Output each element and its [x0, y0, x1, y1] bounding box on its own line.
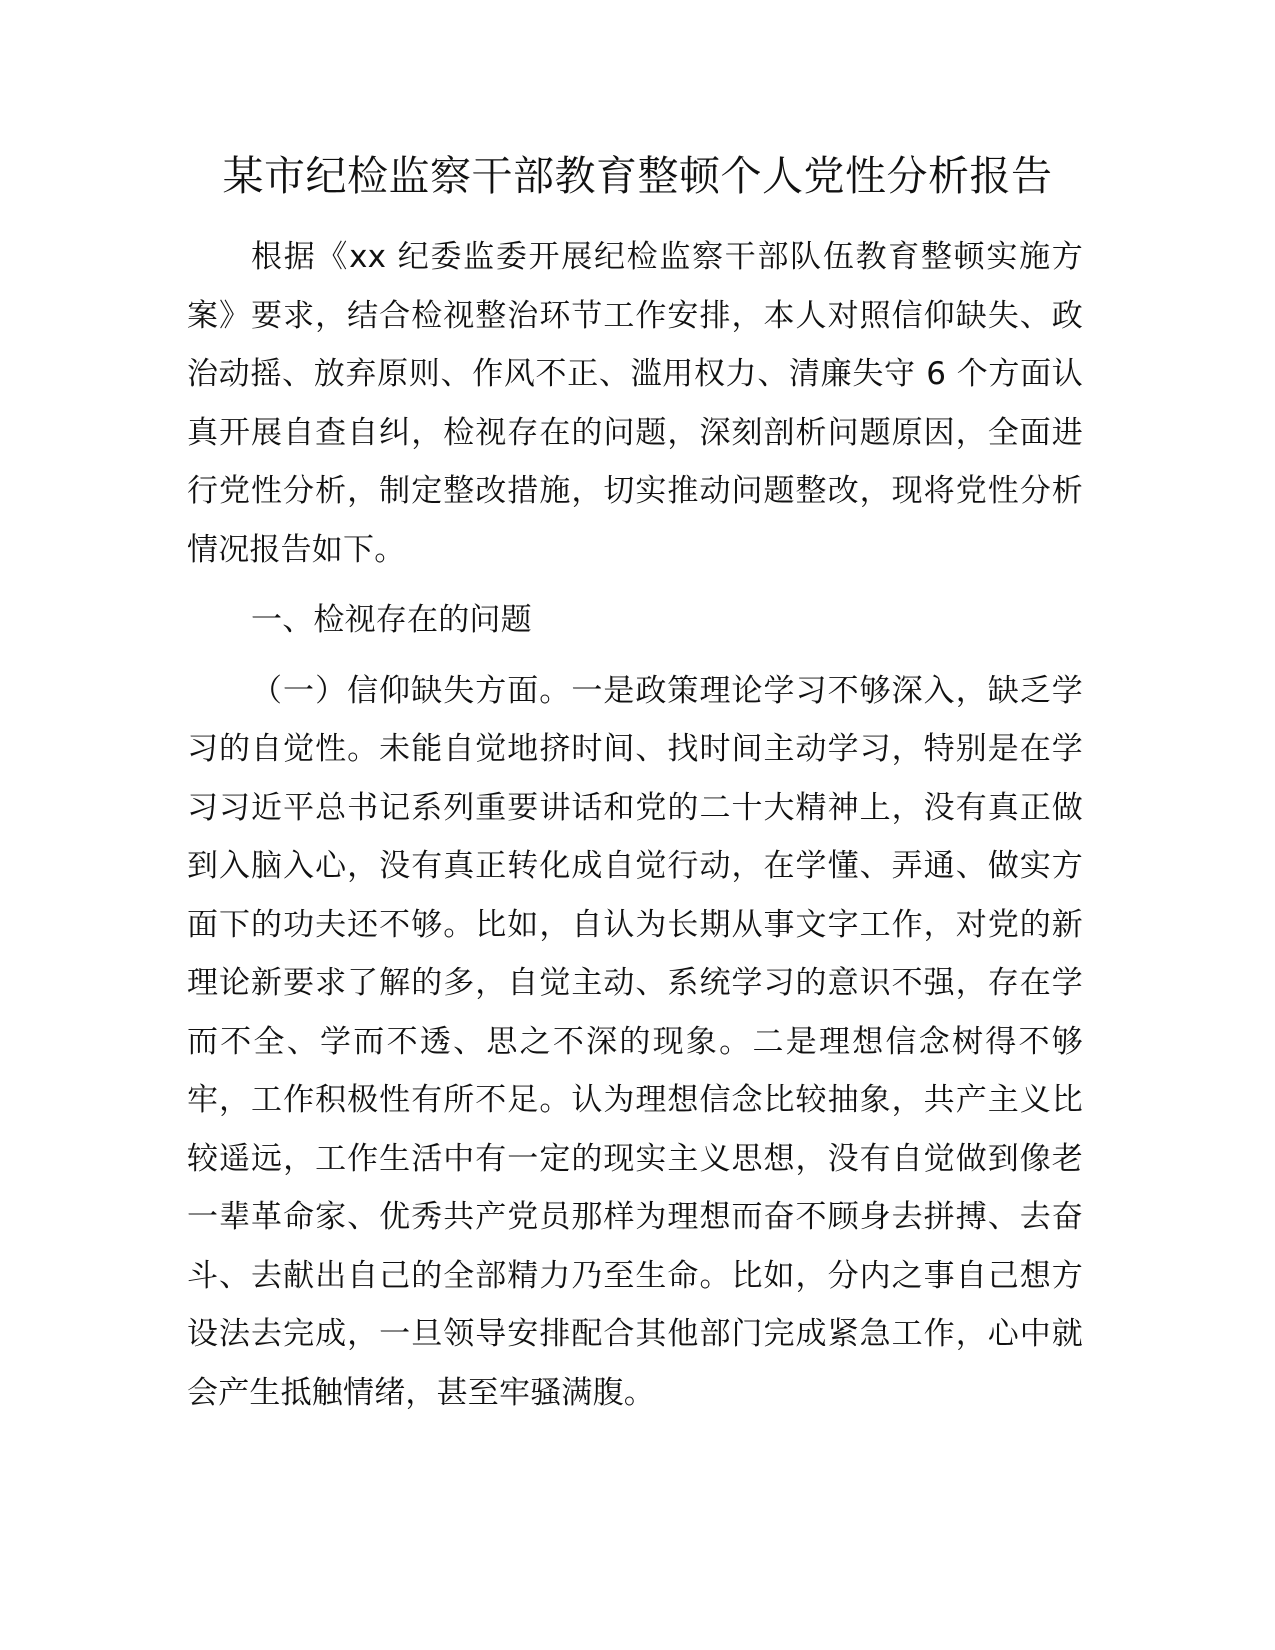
section-heading: 一、检视存在的问题: [251, 602, 532, 638]
section-paragraph: （一）信仰缺失方面。一是政策理论学习不够深入，缺乏学习的自觉性。未能自觉地挤时间、找时间主动学习，特别是在学习习近平总书记系列重要讲话和党的二十大精神上，没有真正做到入脑入心，没有真正转化成自觉行动，在学懂、弄通、做实方面下的功夫还不够。比如，自认为长期从事文字工作，对党的新理论新要求了解的多，自觉主动、系统学习的意识不强，存在学而不全、学而不透、思之不深的现象。二是理想信念树得不够牢，工作积极性有所不足。认为理想信念比较抽象，共产主义比较遥远，工作生活中有一定的现实主义思想，没有自觉做到像老一辈革命家、优秀共产党员那样为理想而奋不顾身去拼搏、去奋斗、去献出自己的全部精力乃至生命。比如，分内之事自己想方设法去完成，一旦领导安排配合其他部门完成紧急工作，心中就会产生抵触情绪，甚至牢骚满腹。: [187, 672, 1083, 1411]
document-body: [187, 228, 1083, 1422]
document-title: 某市纪检监察干部教育整顿个人党性分析报告: [222, 152, 1053, 200]
intro-paragraph: 根据《xx 纪委监委开展纪检监察干部队伍教育整顿实施方案》要求，结合检视整治环节工作安排，本人对照信仰缺失、政治动摇、放弃原则、作风不正、滥用权力、清廉失守 6 个方面认真开展自查自纠，检视存在的问题，深刻剖析问题原因，全面进行党性分析，制定整改措施，切实推动问题整改，现将党性分析情况报告如下。: [187, 239, 1083, 568]
